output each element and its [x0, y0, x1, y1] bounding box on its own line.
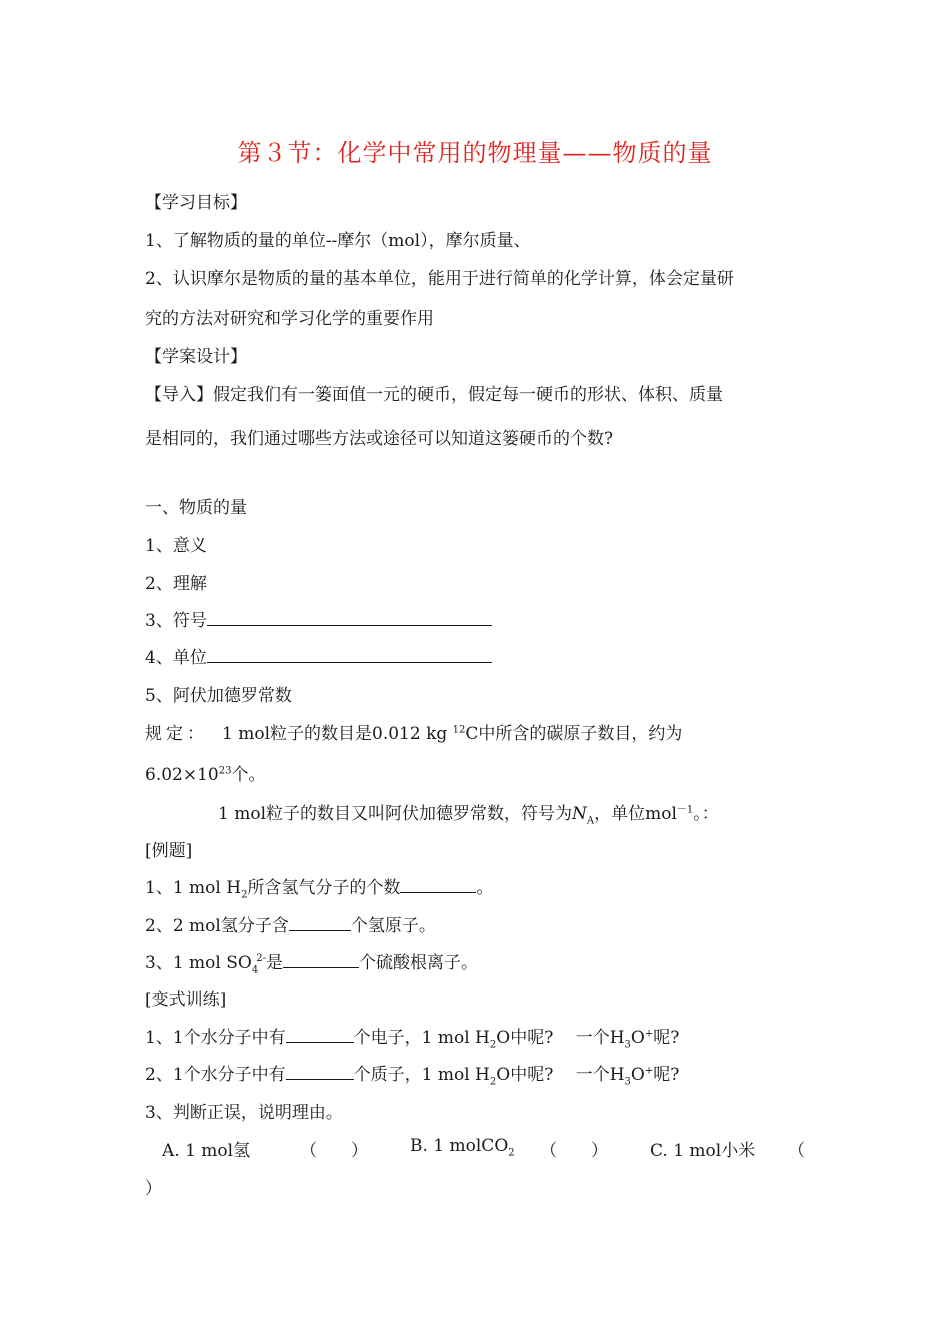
- rule-text-a: 1 mol粒子的数目是0.012 kg: [222, 724, 453, 744]
- ex3-c: 个硫酸根离子。: [358, 953, 478, 973]
- v1-blank: [286, 1024, 354, 1043]
- v1-sub: 2: [489, 1039, 497, 1051]
- ex3-a: 3、1 mol SO: [145, 953, 252, 973]
- ex1-a: 1、1 mol H: [145, 878, 242, 898]
- variation-2: [145, 1060, 679, 1087]
- na-symbol: N: [572, 804, 587, 824]
- ex3-blank: [283, 949, 359, 968]
- ex1-blank: [400, 874, 476, 893]
- variation-1: [145, 1023, 679, 1050]
- ex2-a: 2、2 mol氢分子含: [145, 916, 289, 936]
- v1-b: 个电子，1 mol H: [353, 1028, 490, 1048]
- page-title: 第３节：化学中常用的物理量——物质的量: [237, 139, 713, 167]
- v2-d: O: [630, 1065, 645, 1085]
- rule2-a: 6.02×10: [145, 765, 219, 785]
- rule-superscript: 12: [452, 724, 466, 736]
- v1-sup: +: [644, 1028, 654, 1040]
- rule-text-b: C中所含的碳原子数目，约为: [465, 724, 683, 744]
- item-symbol-label: 3、符号: [145, 611, 207, 631]
- na-b: ，单位mol: [594, 804, 677, 824]
- v2-sub: 2: [489, 1076, 497, 1088]
- option-b: [410, 1136, 515, 1158]
- design-header: 【学案设计】: [145, 347, 247, 367]
- ex3-sup: 2-: [256, 953, 266, 965]
- rule-label: 规定：: [145, 724, 208, 744]
- v1-sub2: 3: [624, 1039, 631, 1051]
- avogadro-definition: [218, 799, 719, 826]
- intro-line-2: 是相同的，我们通过哪些方法或途径可以知道这篓硬币的个数?: [145, 429, 614, 449]
- option-a-paren: （ ）: [300, 1141, 368, 1161]
- rule-line-1: [145, 719, 682, 744]
- option-a: A. 1 mol氢: [162, 1141, 251, 1161]
- v1-c: O中呢? 一个H: [496, 1028, 625, 1048]
- na-subscript: A: [586, 815, 595, 827]
- option-b-sub: 2: [508, 1147, 515, 1159]
- na-superscript: －1: [676, 804, 694, 816]
- section-1-heading: 一、物质的量: [145, 498, 247, 518]
- variation-3: 3、判断正误，说明理由。: [145, 1103, 343, 1123]
- variation-header: [变式训练]: [145, 990, 227, 1010]
- goal-1: 1、了解物质的量的单位--摩尔（mol），摩尔质量、: [145, 231, 531, 251]
- ex2-b: 个氢原子。: [350, 916, 436, 936]
- item-avogadro: 5、阿伏加德罗常数: [145, 686, 292, 706]
- v2-b: 个质子，1 mol H: [353, 1065, 490, 1085]
- v2-sub2: 3: [624, 1076, 631, 1088]
- v2-sup: +: [644, 1065, 654, 1077]
- v1-a: 1、1个水分子中有: [145, 1028, 286, 1048]
- rule-line-2: [145, 760, 265, 785]
- item-meaning: 1、意义: [145, 536, 207, 556]
- example-3: [145, 948, 478, 975]
- example-1: [145, 873, 493, 900]
- v2-e: 呢?: [653, 1065, 680, 1085]
- rule2-superscript: 23: [218, 765, 232, 777]
- na-a: 1 mol粒子的数目又叫阿伏加德罗常数，符号为: [218, 804, 573, 824]
- item-understanding: 2、理解: [145, 574, 207, 594]
- ex1-b: 所含氢气分子的个数: [247, 878, 401, 898]
- goal-2-line-1: 2、认识摩尔是物质的量的基本单位，能用于进行简单的化学计算，体会定量研: [145, 269, 734, 289]
- option-c-paren-close: ）: [145, 1179, 162, 1199]
- option-b-text: B. 1 molCO: [410, 1136, 509, 1156]
- intro-line-1: 【导入】假定我们有一篓面值一元的硬币，假定每一硬币的形状、体积、质量: [145, 385, 723, 405]
- ex1-sub: 2: [241, 889, 248, 901]
- goal-2-line-2: 究的方法对研究和学习化学的重要作用: [145, 309, 434, 329]
- ex3-b: 是: [265, 953, 283, 973]
- ex1-c: 。: [476, 878, 494, 898]
- symbol-blank: [207, 607, 492, 626]
- option-c-paren-open: （: [788, 1141, 805, 1161]
- na-c: 。：: [693, 804, 719, 824]
- item-unit-label: 4、单位: [145, 648, 207, 668]
- v2-blank: [286, 1061, 354, 1080]
- example-header: [例题]: [145, 841, 193, 861]
- v2-c: O中呢? 一个H: [496, 1065, 625, 1085]
- option-b-paren: （ ）: [540, 1141, 608, 1161]
- option-c: C. 1 mol小米: [650, 1141, 756, 1161]
- example-2: [145, 911, 436, 936]
- item-symbol: [145, 606, 492, 631]
- goals-header: 【学习目标】: [145, 193, 247, 213]
- item-unit: [145, 643, 492, 668]
- v1-d: O: [630, 1028, 645, 1048]
- unit-blank: [207, 644, 492, 663]
- v2-a: 2、1个水分子中有: [145, 1065, 286, 1085]
- v1-e: 呢?: [653, 1028, 680, 1048]
- ex2-blank: [289, 912, 351, 931]
- rule2-b: 个。: [231, 765, 266, 785]
- ex3-sub: 4: [251, 964, 259, 976]
